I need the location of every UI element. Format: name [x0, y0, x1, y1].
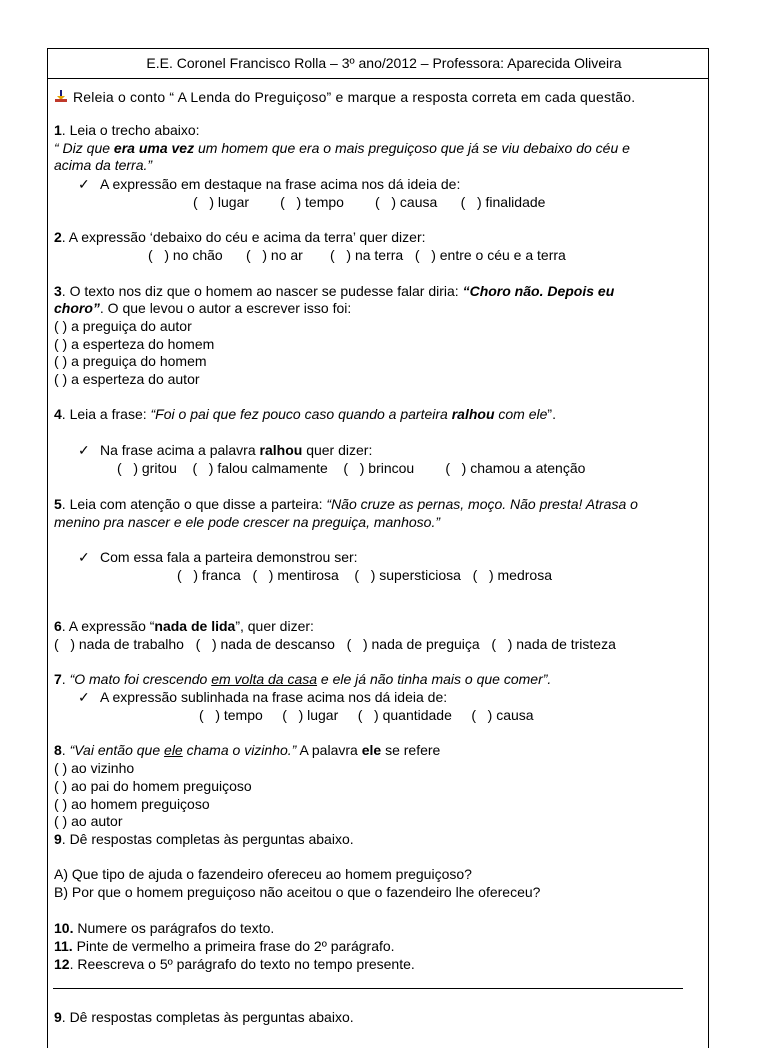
q1-quote: “ Diz que era uma vez um homem que era o mais preguiçoso que já se viu debaixo do céu e	[54, 140, 630, 156]
header-divider	[47, 78, 709, 79]
q7-text: 7. “O mato foi crescendo em volta da casa e ele já não tinha mais o que comer”.	[54, 671, 552, 687]
q1-label: 1. Leia o trecho abaixo:	[54, 122, 200, 138]
q3-option-1: ( ) a preguiça do autor	[54, 318, 192, 334]
q3-text: 3. O texto nos diz que o homem ao nascer se pudesse falar diria: “Choro não. Depois eu	[54, 283, 615, 299]
q9-question-b: B) Por que o homem preguiçoso não aceitou o que o fazendeiro lhe ofereceu?	[54, 884, 541, 900]
q9-text: 9. Dê respostas completas às perguntas abaixo.	[54, 831, 354, 847]
q2-options: ( ) no chão ( ) no ar ( ) na terra ( ) entre o céu e a terra	[148, 247, 566, 263]
checkmark-icon: ✓	[78, 689, 90, 705]
q8-option-2: ( ) ao pai do homem preguiçoso	[54, 778, 252, 794]
worksheet-header: E.E. Coronel Francisco Rolla – 3º ano/2012 – Professora: Aparecida Oliveira	[146, 55, 622, 71]
checkmark-icon: ✓	[78, 549, 90, 565]
pencil-pointer-icon	[54, 90, 67, 103]
q1-quote-cont: acima da terra.”	[54, 157, 153, 173]
q4-text: 4. Leia a frase: “Foi o pai que fez pouco caso quando a parteira ralhou com ele”.	[54, 406, 556, 422]
checkmark-icon: ✓	[78, 176, 90, 192]
q10-text: 10. Numere os parágrafos do texto.	[54, 920, 275, 936]
instruction-line	[54, 89, 635, 106]
q4-options: ( ) gritou ( ) falou calmamente ( ) brincou ( ) chamou a atenção	[117, 460, 586, 476]
q3-option-2: ( ) a esperteza do homem	[54, 336, 215, 352]
q8-option-4: ( ) ao autor	[54, 813, 123, 829]
answer-line	[53, 988, 683, 989]
q6-options: ( ) nada de trabalho ( ) nada de descanso ( ) nada de preguiça ( ) nada de tristeza	[54, 636, 616, 652]
q1-prompt: ✓ A expressão em destaque na frase acima nos dá ideia de:	[78, 176, 461, 192]
q9-question-a: A) Que tipo de ajuda o fazendeiro ofereceu ao homem preguiçoso?	[54, 866, 472, 882]
q7-options: ( ) tempo ( ) lugar ( ) quantidade ( ) causa	[199, 707, 534, 723]
instruction-text: Releia o conto “ A Lenda do Preguiçoso” e marque a resposta correta em cada questão.	[73, 89, 636, 105]
q12-text: 12. Reescreva o 5º parágrafo do texto no tempo presente.	[54, 956, 415, 972]
q6-text: 6. A expressão “nada de lida”, quer dizer:	[54, 618, 314, 634]
q1-options: ( ) lugar ( ) tempo ( ) causa ( ) finalidade	[193, 194, 546, 210]
q3-option-4: ( ) a esperteza do autor	[54, 371, 200, 387]
q11-text: 11. Pinte de vermelho a primeira frase do 2º parágrafo.	[54, 938, 395, 954]
q5-options: ( ) franca ( ) mentirosa ( ) supersticiosa ( ) medrosa	[177, 567, 552, 583]
q9-repeat-text: 9. Dê respostas completas às perguntas abaixo.	[54, 1009, 354, 1025]
q5-text-cont: menino pra nascer e ele pode crescer na preguiça, manhoso.”	[54, 514, 440, 530]
q3-text-cont: choro”. O que levou o autor a escrever isso foi:	[54, 300, 352, 316]
q2-text: 2. A expressão ‘debaixo do céu e acima da terra’ quer dizer:	[54, 229, 426, 245]
q8-option-1: ( ) ao vizinho	[54, 760, 135, 776]
q3-option-3: ( ) a preguiça do homem	[54, 353, 207, 369]
q8-text: 8. “Vai então que ele chama o vizinho.” A palavra ele se refere	[54, 742, 441, 758]
q4-prompt: ✓ Na frase acima a palavra ralhou quer dizer:	[78, 442, 373, 458]
q5-prompt: ✓ Com essa fala a parteira demonstrou ser:	[78, 549, 358, 565]
q5-text: 5. Leia com atenção o que disse a parteira: “Não cruze as pernas, moço. Não presta! Atrasa o	[54, 496, 638, 512]
q7-prompt: ✓ A expressão sublinhada na frase acima nos dá ideia de:	[78, 689, 448, 705]
q8-option-3: ( ) ao homem preguiçoso	[54, 796, 210, 812]
checkmark-icon: ✓	[78, 442, 90, 458]
